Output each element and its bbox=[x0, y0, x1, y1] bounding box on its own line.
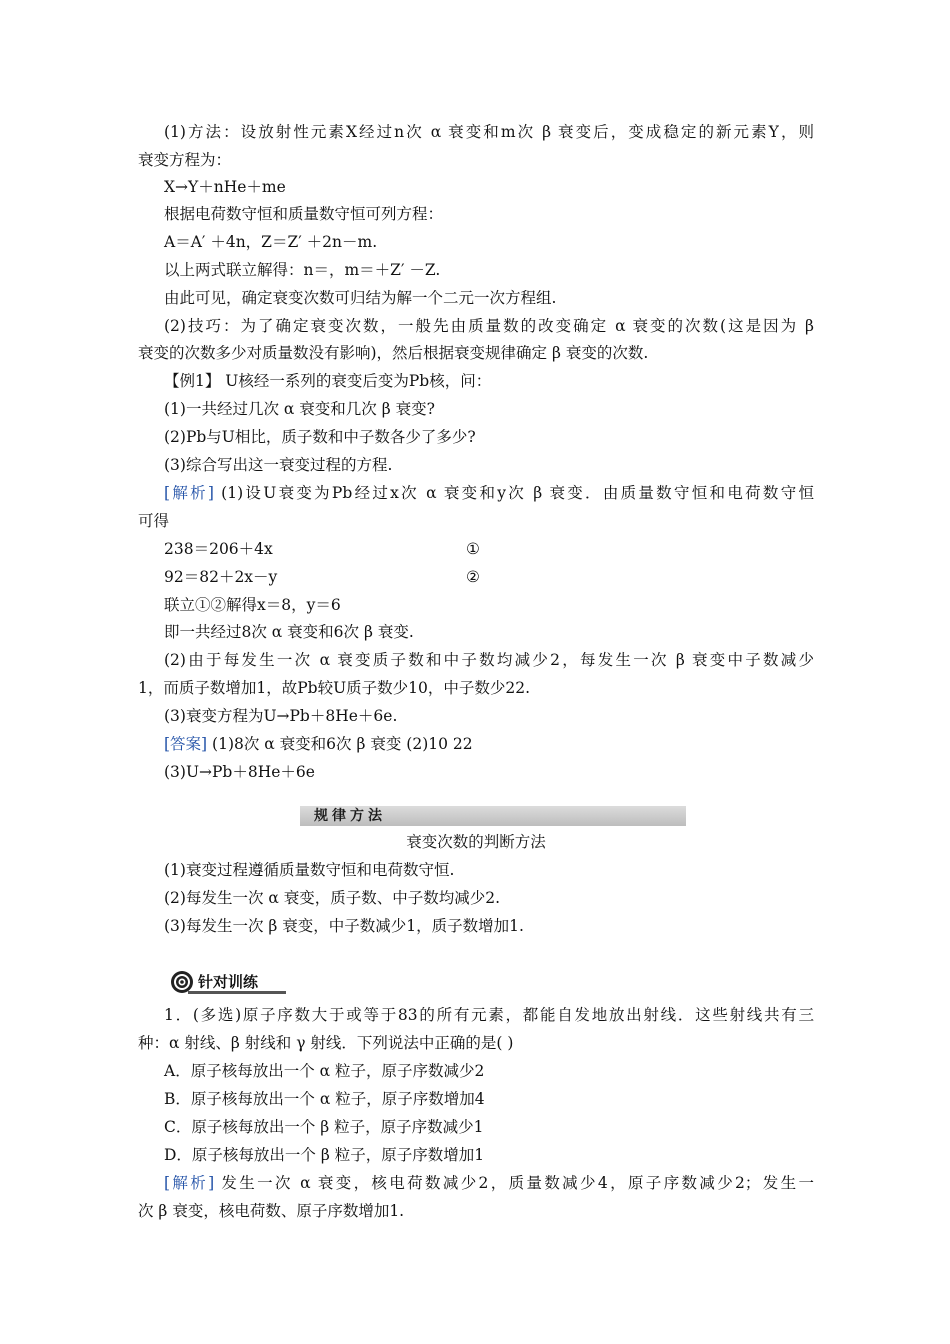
section-label: 针对训练 bbox=[198, 973, 259, 991]
text-line: 联立①②解得x＝8，y＝6 bbox=[164, 596, 341, 614]
equation-mark: ② bbox=[466, 568, 480, 586]
answer-tag: [答案] bbox=[164, 735, 208, 753]
method-banner-label: 规律方法 bbox=[314, 808, 386, 824]
question-line: (3)综合写出这一衰变过程的方程. bbox=[164, 456, 393, 474]
analysis-tag: [解析] bbox=[164, 1174, 215, 1192]
equation-line: A＝A′ ＋4n，Z＝Z′ ＋2n－m. bbox=[164, 233, 378, 251]
exercise-option: A．原子核每放出一个 α 粒子，原子序数减少2 bbox=[164, 1062, 485, 1080]
text-line: 由此可见，确定衰变次数可归结为解一个二元一次方程组. bbox=[164, 289, 557, 307]
section-heading bbox=[170, 970, 290, 994]
method-item: (3)每发生一次 β 衰变，中子数减少1，质子数增加1. bbox=[164, 917, 524, 935]
answer-line: [答案] (1)8次 α 衰变和6次 β 衰变 (2)10 22 bbox=[164, 735, 473, 753]
text-line: 即一共经过8次 α 衰变和6次 β 衰变. bbox=[164, 623, 414, 641]
exercise-analysis: 次 β 衰变，核电荷数、原子序数增加1. bbox=[138, 1202, 405, 1220]
question-line: (2)Pb与U相比，质子数和中子数各少了多少? bbox=[164, 428, 476, 446]
exercise-option: C．原子核每放出一个 β 粒子，原子序数减少1 bbox=[164, 1118, 484, 1136]
analysis-tag: [解析] bbox=[164, 484, 214, 502]
answer-line: (3)U→Pb＋8He＋6e bbox=[164, 763, 315, 781]
method-title: 衰变次数的判断方法 bbox=[406, 833, 546, 851]
equation-line: 92＝82＋2x－y ② bbox=[164, 568, 480, 586]
method-banner bbox=[300, 806, 686, 826]
equation-line: (3)衰变方程为U→Pb＋8He＋6e. bbox=[164, 707, 398, 725]
target-icon bbox=[170, 970, 194, 994]
exercise-question: 种：α 射线、β 射线和 γ 射线．下列说法中正确的是( ) bbox=[138, 1034, 514, 1052]
example-heading: 【例1】 U核经一系列的衰变后变为Pb核，问： bbox=[164, 372, 492, 390]
method-item: (1)衰变过程遵循质量数守恒和电荷数守恒. bbox=[164, 861, 455, 879]
text-line: (2)技巧：为了确定衰变次数，一般先由质量数的改变确定 α 衰变的次数(这是因为 β bbox=[164, 317, 814, 335]
equation-line: X→Y＋nHe＋me bbox=[164, 178, 286, 196]
exercise-option: D．原子核每放出一个 β 粒子，原子序数增加1 bbox=[164, 1146, 485, 1164]
text-line: 以上两式联立解得：n＝，m＝＋Z′ －Z. bbox=[164, 261, 441, 279]
analysis-line: [解析] (1)设U衰变为Pb经过x次 α 衰变和y次 β 衰变．由质量数守恒和电荷数守恒 bbox=[164, 484, 814, 502]
equation-line: 238＝206＋4x ① bbox=[164, 540, 480, 558]
text-line: 衰变的次数多少对质量数没有影响)，然后根据衰变规律确定 β 衰变的次数. bbox=[138, 344, 649, 362]
exercise-analysis: [解析] 发生一次 α 衰变，核电荷数减少2，质量数减少4，原子序数减少2；发生一 bbox=[164, 1174, 814, 1192]
text-line: 衰变方程为： bbox=[138, 151, 232, 169]
text-line: 1，而质子数增加1，故Pb较U质子数少10，中子数少22. bbox=[138, 679, 531, 697]
exercise-question: 1．(多选)原子序数大于或等于83的所有元素，都能自发地放出射线．这些射线共有三 bbox=[164, 1006, 814, 1024]
question-line: (1)一共经过几次 α 衰变和几次 β 衰变? bbox=[164, 400, 435, 418]
equation-mark: ① bbox=[466, 540, 480, 558]
method-item: (2)每发生一次 α 衰变，质子数、中子数均减少2. bbox=[164, 889, 501, 907]
text-line: 根据电荷数守恒和质量数守恒可列方程： bbox=[164, 205, 444, 223]
text-line: (2)由于每发生一次 α 衰变质子数和中子数均减少2，每发生一次 β 衰变中子数减少 bbox=[164, 651, 814, 669]
text-line: (1)方法：设放射性元素X经过n次 α 衰变和m次 β 衰变后，变成稳定的新元素Y，则 bbox=[164, 123, 814, 141]
exercise-option: B．原子核每放出一个 α 粒子，原子序数增加4 bbox=[164, 1090, 485, 1108]
text-line: 可得 bbox=[138, 512, 170, 530]
